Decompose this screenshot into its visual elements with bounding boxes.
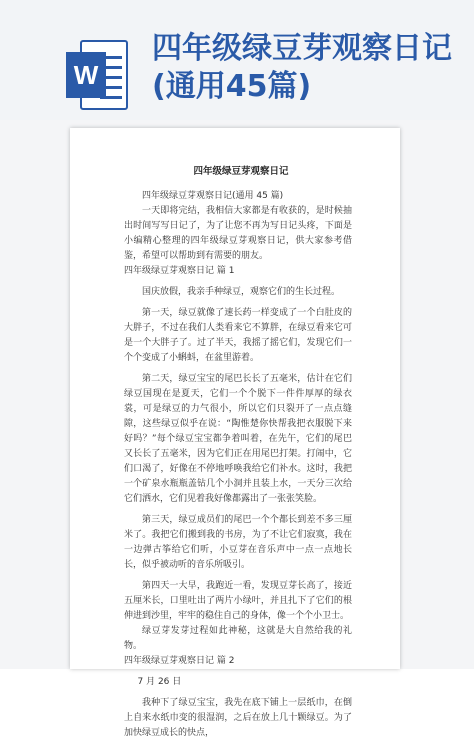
- document-subtitle: 四年级绿豆芽观察日记(通用 45 篇): [142, 191, 284, 201]
- word-icon-badge: W: [66, 52, 106, 98]
- banner-title: 四年级绿豆芽观察日记(通用45篇): [152, 31, 452, 104]
- paragraph: 我种下了绿豆宝宝，我先在底下铺上一层纸巾，在倒上自来水纸巾变的很湿润，之后在放上几十颗绿豆。为了加快绿豆成长的快点，: [124, 698, 352, 738]
- paragraph: 第四天一大早，我跑近一看，发现豆芽长高了，接近五厘米长，口里吐出了两片小绿叶，并且扎下了它们的根伸进到沙里，牢牢的稳住自己的身体，像一个个小卫士。: [124, 581, 352, 621]
- paragraph: 国庆放假，我亲手种绿豆，观察它们的生长过程。: [142, 287, 341, 297]
- paragraph: 绿豆芽发芽过程如此神秘，这就是大自然给我的礼物。: [124, 626, 352, 651]
- paragraph: 第三天，绿豆成员们的尾巴一个个都长到差不多三厘米了。我把它们搬到我的书房，为了不让它们寂寞，我在一边弹古筝给它们听，小豆芽在音乐声中一点一点地长长，似乎被动听的音乐所吸引。: [124, 515, 352, 570]
- intro-paragraph: 一天即将完结，我相信大家都是有收获的，是时候抽出时间写写日记了，为了让您不再为写日记头疼，下面是小编精心整理的四年级绿豆芽观察日记，供大家参考借鉴，希望可以帮助到有需要的朋友。: [124, 206, 352, 261]
- piece-heading-2: 四年级绿豆芽观察日记 篇 2: [124, 656, 235, 666]
- banner: [0, 0, 474, 120]
- diary-date: 7 月 26 日: [137, 677, 182, 687]
- paragraph: 第一天，绿豆就像了速长药一样变成了一个白肚皮的大胖子，不过在我们人类看来它不算胖，在绿豆看来它可是一个大胖子了。过了半天，我摇了摇它们，发现它们一个个变成了小蝌蚪，在盆里游着。: [124, 308, 352, 363]
- document-title: 四年级绿豆芽观察日记: [193, 166, 289, 177]
- document-body: [124, 164, 352, 741]
- paragraph: 第二天，绿豆宝宝的尾巴长长了五毫米，估计在它们绿豆国现在是夏天，它们一个个脱下一件件厚厚的绿衣裳，可是绿豆的力气很小，所以它们只裂开了一点点缝隙，这些绿豆似乎在说：“陶惟楚你快帮我把衣服脱下来好吗？”每个绿豆宝宝都争着叫着，在先午，它们的尾巴又长长了五毫米，因为它们正在用尾巴打架。打闹中，它们口渴了，好像在不停地呼唤我给它们补水。这时，我把一个矿泉水瓶瓶盖钻几个小洞并且装上水，一天分三次给它们洒水，它们见着我好像都露出了一张张笑脸。: [124, 374, 352, 504]
- piece-heading-1: 四年级绿豆芽观察日记 篇 1: [124, 266, 235, 276]
- word-document-icon: [66, 40, 128, 110]
